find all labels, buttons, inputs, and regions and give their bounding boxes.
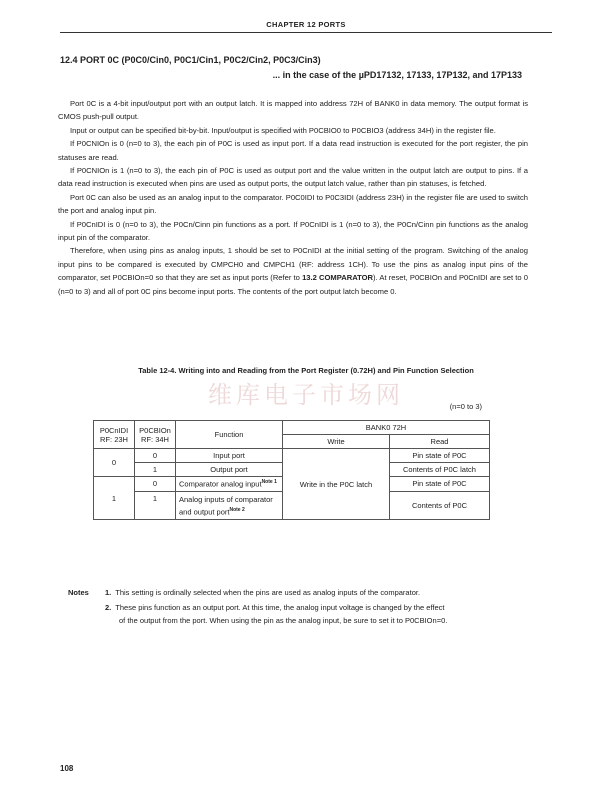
pin-function-table xyxy=(93,420,490,520)
table-caption: Table 12-4. Writing into and Reading from the Port Register (0.72H) and Pin Function Selection xyxy=(138,366,474,375)
page-number: 108 xyxy=(60,764,74,773)
table-row xyxy=(94,449,490,463)
watermark: 维库电子市场网 xyxy=(208,381,404,409)
section-title: 12.4 PORT 0C (P0C0/Cin0, P0C1/Cin1, P0C2/Cin2, P0C3/Cin3) xyxy=(60,55,321,65)
function-cell: Output port xyxy=(176,463,283,477)
body-text xyxy=(58,97,528,298)
bio-cell: 0 xyxy=(135,449,176,463)
function-cell: Comparator analog input$^{Note 1}$ xyxy=(176,477,283,492)
paragraph: Port 0C can also be used as an analog input to the comparator. P0C0IDI to P0C3IDI (address 23H) in the register file are used to switch the port and analog input pin. xyxy=(58,192,528,216)
idi-cell: 1 xyxy=(94,477,135,520)
function-cell: Analog inputs of comparator and output port$^{Note 2}$ xyxy=(176,491,283,520)
write-cell: Write in the P0C latch xyxy=(283,449,390,520)
read-cell: Pin state of P0C xyxy=(390,477,490,492)
header-p0cnidi: P0CnIDI RF: 23H xyxy=(94,421,135,449)
note-ref: Note 2 xyxy=(229,506,245,513)
chapter-header: CHAPTER 12 PORTS xyxy=(266,20,346,29)
bio-cell: 0 xyxy=(135,477,176,492)
paragraph-text: ). At reset, P0CBIOn and P0CnIDI are set to 0 (n=0 to 3) and all of port 0C pins become input ports. The contents of the port output latch become 0. xyxy=(58,273,528,296)
paragraph-text: Therefore, when using pins as analog inputs, 1 should be set to P0CnIDI at the initial setting of the program. Switching of the analog input pins to be compared is executed by CMPCH0 and CMPCH1 (RF: address 1CH). To use the pins as analog input pins of the comparator, set P0CBIOn=0 so that they are set as input ports (Refer to xyxy=(58,246,528,283)
header-p0cbion: P0CBIOn RF: 34H xyxy=(135,421,176,449)
note-ref: Note 1 xyxy=(261,479,277,485)
range-note: (n=0 to 3) xyxy=(449,402,482,411)
note-item: 1. This setting is ordinally selected when the pins are used as analog inputs of the comparator. xyxy=(105,588,421,597)
paragraph: If P0CNIOn is 1 (n=0 to 3), the each pin of P0C is used as output port and the value written in the output latch are output to pins. If a data read instruction is executed when pins are used as output ports, the output latch value, rather than pin statuses, is fetched. xyxy=(58,166,528,189)
bio-cell: 1 xyxy=(135,491,176,520)
section-subtitle: ... in the case of the µPD17132, 17133, 17P132, and 17P133 xyxy=(272,70,522,80)
header-function: Function xyxy=(176,421,283,449)
table-header-row xyxy=(94,421,490,435)
paragraph: Port 0C is a 4-bit input/output port with an output latch. It is mapped into address 72H of BANK0 in data memory. The output format is CMOS push-pull output. xyxy=(58,99,528,122)
notes-label: Notes xyxy=(68,588,89,597)
header-write: Write xyxy=(283,435,390,449)
header-rule xyxy=(60,32,552,33)
comparator-reference: 13.2 COMPARATOR xyxy=(302,273,374,283)
paragraph: If P0CnIDI is 0 (n=0 to 3), the P0Cn/Cinn pin functions as a port. If P0CnIDI is 1 (n=0 to 3), the P0Cn/Cinn pin functions as the analog input pin of the comparator. xyxy=(58,219,528,243)
header-read: Read xyxy=(390,435,490,449)
paragraph xyxy=(58,244,528,298)
read-cell: Contents of P0C latch xyxy=(390,463,490,477)
read-cell: Pin state of P0C xyxy=(390,449,490,463)
paragraph: If P0CNIOn is 0 (n=0 to 3), the each pin of P0C is used as input port. If a data read instruction is executed for the port register, the pin statuses are read. xyxy=(58,139,528,162)
function-cell: Input port xyxy=(176,449,283,463)
header-bank: BANK0 72H xyxy=(283,421,490,435)
bio-cell: 1 xyxy=(135,463,176,477)
paragraph: Input or output can be specified bit-by-bit. Input/output is specified with P0CBIO0 to P0CBIO3 (address 34H) in the register file. xyxy=(70,125,496,135)
read-cell: Contents of P0C xyxy=(390,491,490,520)
idi-cell: 0 xyxy=(94,449,135,477)
note-item: 2. These pins function as an output port. At this time, the analog input voltage is changed by the effect of the output from the port. When using the pin as the analog input, be sure to set it to P0CBIOn=0. xyxy=(105,603,448,625)
